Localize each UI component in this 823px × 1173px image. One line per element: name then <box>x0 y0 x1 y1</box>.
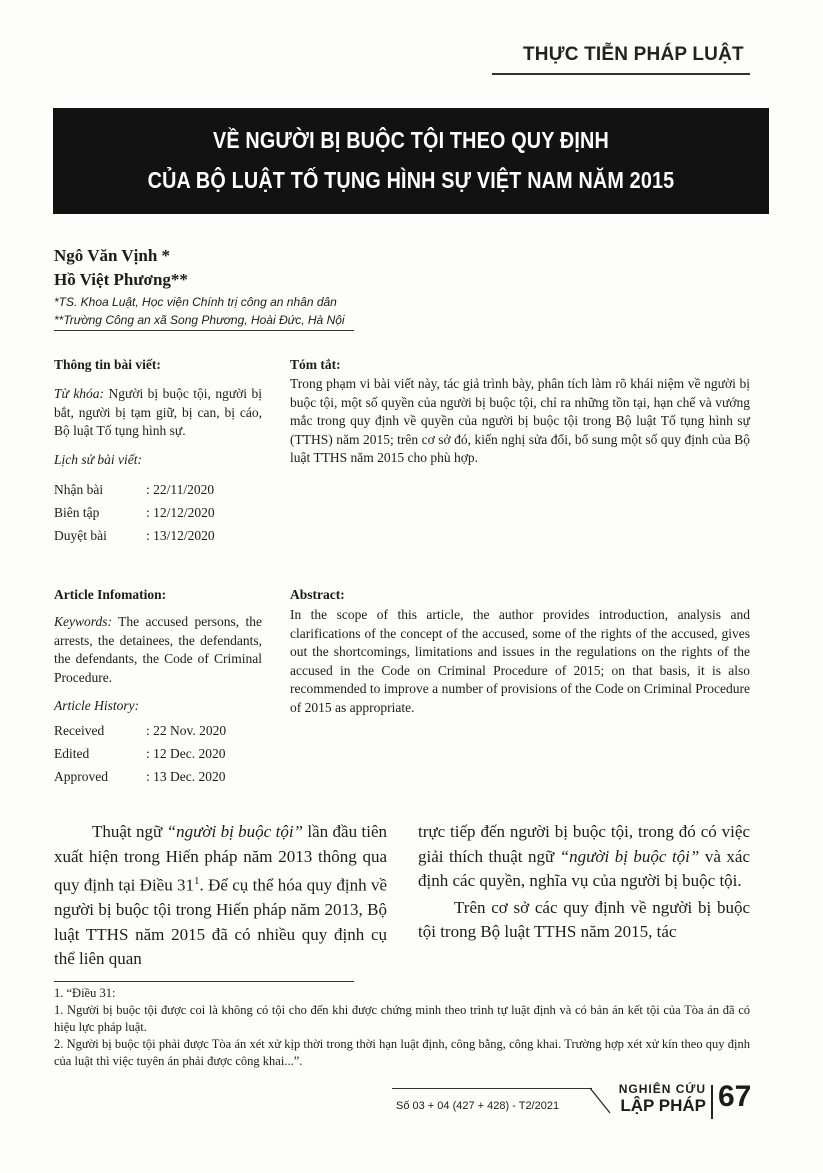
en-history-table <box>54 719 226 788</box>
en-abstract-heading: Abstract: <box>290 587 345 602</box>
vi-summary-heading: Tóm tắt: <box>290 357 341 372</box>
page-number-bar <box>711 1085 713 1119</box>
history-date: : 22/11/2020 <box>146 482 215 497</box>
footnote-0: 1. “Điều 31: <box>54 986 116 1000</box>
body-text: lần đầu tiên xuất hiện trong Hiến pháp năm 2013 thông qua quy định tại Điều 31 <box>54 822 387 895</box>
body-right-column <box>418 820 750 945</box>
body-text: . Để cụ thể hóa quy định về người bị buộc tội trong Hiến pháp năm 2013, Bộ luật TTHS năm 2015 đã có nhiều quy định cụ thể liên quan <box>54 875 387 969</box>
affiliations <box>54 293 345 329</box>
header-rule <box>492 73 750 75</box>
vi-history-row <box>54 501 215 524</box>
en-keywords-text: The accused persons, the arrests, the detainees, the defendants, the defendants, the Code of Criminal Procedure. <box>54 614 262 685</box>
body-text: Thuật ngữ <box>92 822 167 841</box>
affiliation-1: *TS. Khoa Luật, Học viện Chính trị công an nhân dân <box>54 295 337 309</box>
footnote-ref[interactable]: 1 <box>194 875 200 887</box>
vi-summary <box>290 357 750 468</box>
vi-summary-text: Trong phạm vi bài viết này, tác giả trình bày, phân tích làm rõ khái niệm về người bị buộc tội, một số quyền của người bị buộc tội, chỉ ra những tồn tại, hạn chế và vướng mắc trong quy định về quyền của người bị buộc tội trong Bộ luật Tố tụng hình sự (TTHS) năm 2015; trên cơ sở đó, kiến nghị sửa đổi, bổ sung một số quy định của Bộ luật TTHS năm 2015 cho phù hợp. <box>290 376 750 465</box>
author-2: Hồ Việt Phương** <box>54 270 188 289</box>
title-line-2: CỦA BỘ LUẬT TỐ TỤNG HÌNH SỰ VIỆT NAM NĂM 2015 <box>147 167 675 193</box>
footer-rule <box>392 1088 592 1089</box>
history-label: Edited <box>54 745 90 761</box>
article-title <box>53 108 769 214</box>
footnotes <box>54 985 750 1070</box>
body-term: “người bị buộc tội” <box>166 822 304 841</box>
en-keywords-label: Keywords: <box>54 614 112 629</box>
footer-slash <box>588 1086 612 1116</box>
history-label: Approved <box>54 768 108 784</box>
history-date: : 13 Dec. 2020 <box>146 768 226 784</box>
vi-history-row <box>54 478 215 501</box>
history-date: : 13/12/2020 <box>146 528 215 543</box>
en-abstract-text: In the scope of this article, the author provides introduction, analysis and clarifications of the concept of the accused, some of the rights of the accused, gives out the shortcomings, limitations and issues in the regulations on the rights of the accused in the Code on Criminal Procedure of 2015; on that basis, it is also recommended to improve a number of provisions of the Code on Criminal Procedure of 2015 as appropriate. <box>290 607 750 715</box>
history-label: Received <box>54 722 105 738</box>
section-header: THỰC TIỄN PHÁP LUẬT <box>523 44 744 65</box>
journal-name-bottom: LẬP PHÁP <box>620 1096 706 1115</box>
body-right-para-2: Trên cơ sở các quy định về người bị buộc tội trong Bộ luật TTHS năm 2015, tác <box>418 897 750 941</box>
author-block <box>54 244 188 292</box>
history-label: Nhận bài <box>54 482 104 497</box>
en-abstract <box>290 587 750 717</box>
vi-article-info <box>54 357 262 547</box>
page-number: 67 <box>718 1080 752 1113</box>
footnote-1: 1. Người bị buộc tội được coi là không có tội cho đến khi được chứng minh theo trình tự luật định và có bản án kết tội của Tòa án đã có hiệu lực pháp luật. <box>54 1003 750 1034</box>
history-label: Duyệt bài <box>54 528 107 543</box>
vi-info-heading: Thông tin bài viết: <box>54 357 161 372</box>
en-article-info <box>54 587 262 788</box>
en-history-row <box>54 765 226 788</box>
body-term: “người bị buộc tội” <box>559 846 700 866</box>
journal-name-top: NGHIÊN CỨU <box>618 1082 706 1096</box>
en-history-row <box>54 742 226 765</box>
body-right-para-1 <box>418 820 750 894</box>
vi-keywords-label: Từ khóa: <box>54 386 105 401</box>
vi-history-row <box>54 524 215 547</box>
body-text: trực tiếp đến người bị buộc tội, trong đó có việc giải thích thuật ngữ <box>418 822 750 866</box>
body-text: và xác định các quyền, nghĩa vụ của người bị buộc tội. <box>418 846 750 890</box>
vi-history-table <box>54 478 215 547</box>
en-keywords <box>54 613 262 687</box>
en-info-heading: Article Infomation: <box>54 587 167 602</box>
author-1: Ngô Văn Vịnh * <box>54 246 171 265</box>
vi-keywords-text: Người bị buộc tội, người bị bắt, người bị tạm giữ, bị can, bị cáo, Bộ luật Tố tụng hình sự. <box>54 386 262 438</box>
history-date: : 12/12/2020 <box>146 505 215 520</box>
footnote-rule <box>54 981 354 982</box>
affiliation-rule <box>54 330 354 331</box>
history-date: : 12 Dec. 2020 <box>146 745 226 761</box>
journal-name <box>612 1082 706 1116</box>
history-label: Biên tập <box>54 505 100 520</box>
affiliation-2: **Trường Công an xã Song Phương, Hoài Đức, Hà Nội <box>54 313 345 327</box>
title-line-1: VỀ NGƯỜI BỊ BUỘC TỘI THEO QUY ĐỊNH <box>213 127 609 153</box>
body-left-column <box>54 820 387 972</box>
en-history-label: Article History: <box>54 698 140 713</box>
footnote-2: 2. Người bị buộc tội phải được Tòa án xét xử kịp thời trong thời hạn luật định, công bằng, công khai. Trường hợp xét xử kín theo quy định của luật thì việc tuyên án phải được công khai...”. <box>54 1037 750 1068</box>
en-history-row <box>54 719 226 742</box>
vi-history-label: Lịch sử bài viết: <box>54 451 142 467</box>
history-date: : 22 Nov. 2020 <box>146 722 227 738</box>
issue-info: Số 03 + 04 (427 + 428) - T2/2021 <box>396 1100 560 1112</box>
vi-keywords <box>54 385 262 441</box>
